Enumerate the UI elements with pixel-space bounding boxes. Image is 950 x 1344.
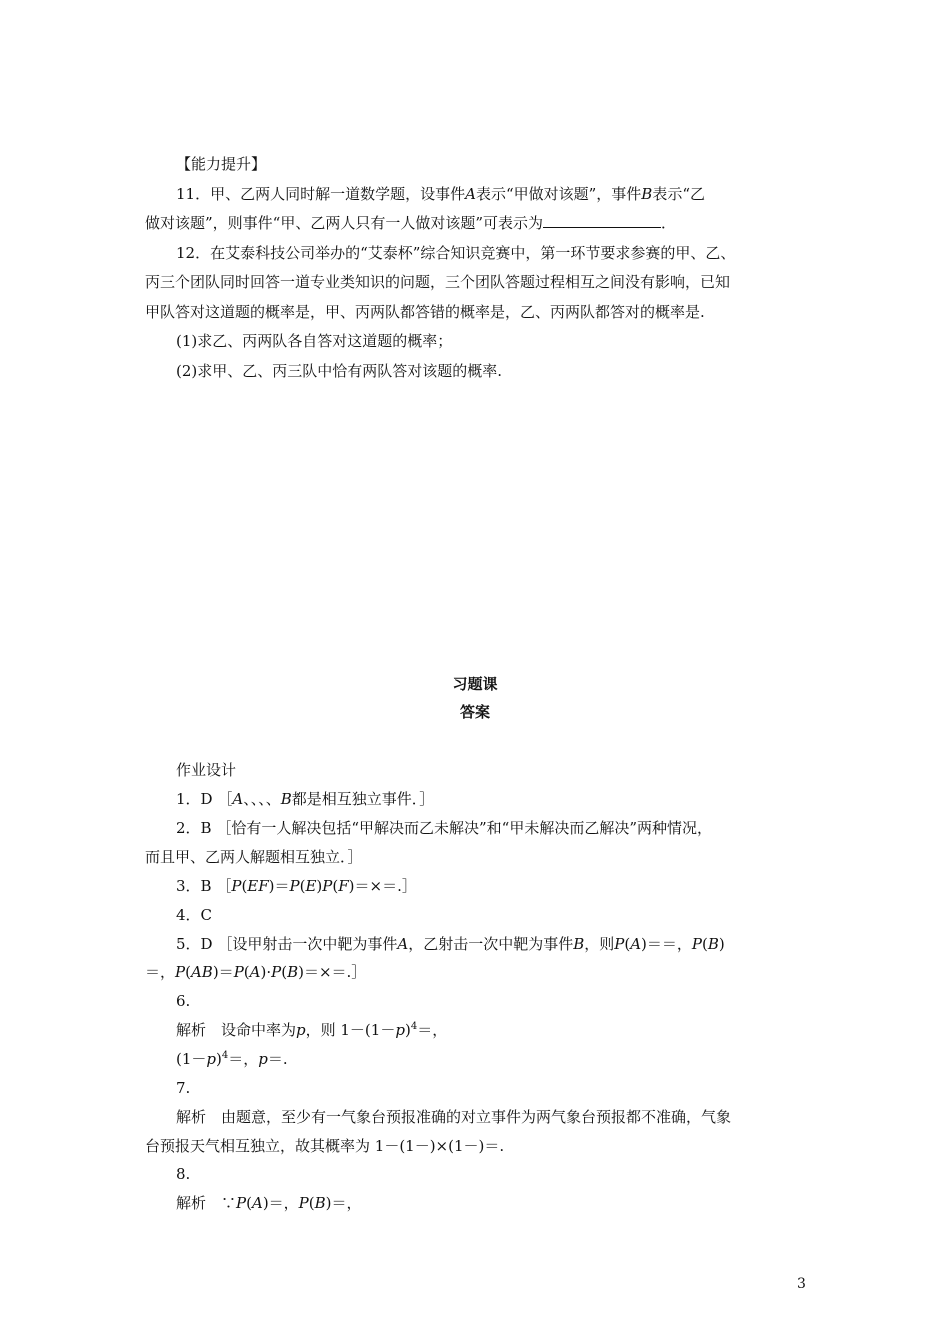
section-title: 习题课 — [452, 675, 498, 693]
answers-title: 答案 — [459, 703, 490, 721]
section-header: 【能力提升】 — [176, 155, 267, 173]
answer-3: 3．B ［P(EF)＝P(E)P(F)＝×＝.］ — [176, 877, 417, 895]
answer-6-line-1: 解析 设命中率为p，则 $1-(1-p)^4=$， — [176, 1021, 448, 1039]
answer-8-number: 8. — [176, 1165, 191, 1183]
answer-2-line-1: 2．B ［恰有一人解决包括“甲解决而乙未解决”和“甲未解决而乙解决”两种情况， — [176, 819, 713, 837]
answer-1: 1．D ［A、、、、B都是相互独立事件．］ — [176, 790, 435, 808]
answer-5-line-2: ＝，P(AB)＝P(A)·P(B)＝×＝.］ — [145, 963, 367, 981]
question-11-line-1: 11．甲、乙两人同时解一道数学题，设事件A表示“甲做对该题”，事件B表示“乙 — [176, 185, 705, 203]
answer-6-line-2: $(1-p)^4=$，p＝. — [176, 1050, 288, 1068]
question-12-sub-1: (1)求乙、丙两队各自答对这道题的概率； — [176, 332, 453, 350]
question-12-sub-2: (2)求甲、乙、丙三队中恰有两队答对该题的概率. — [176, 362, 503, 380]
question-12-line-3: 甲队答对这道题的概率是，甲、丙两队都答错的概率是，乙、丙两队都答对的概率是. — [145, 303, 705, 321]
question-11-line-2: 做对该题”，则事件“甲、乙两人只有一人做对该题”可表示为 ． — [145, 214, 677, 232]
answer-blank — [543, 213, 661, 228]
answer-8-line-1: 解析 ∵P(A)＝，P(B)＝， — [176, 1194, 362, 1212]
answer-7-line-1: 解析 由题意，至少有一气象台预报准确的对立事件为两气象台预报都不准确，气象 — [176, 1108, 732, 1126]
page-number: 3 — [797, 1276, 806, 1292]
answer-7-line-2: 台预报天气相互独立，故其概率为 1－(1－)×(1－)＝. — [145, 1137, 505, 1155]
answer-6-number: 6. — [176, 992, 191, 1010]
answers-heading: 作业设计 — [176, 761, 237, 779]
question-12-line-2: 丙三个团队同时回答一道专业类知识的问题，三个团队答题过程相互之间没有影响，已知 — [145, 273, 731, 291]
answer-5-line-1: 5．D ［设甲射击一次中靶为事件A，乙射击一次中靶为事件B，则P(A)＝＝，P(B) — [176, 935, 725, 953]
answer-2-line-2: 而且甲、乙两人解题相互独立．］ — [145, 848, 363, 866]
answer-4: 4．C — [176, 906, 213, 924]
question-12-line-1: 12．在艾泰科技公司举办的“艾泰杯”综合知识竞赛中，第一环节要求参赛的甲、乙、 — [176, 244, 736, 262]
answer-7-number: 7. — [176, 1079, 191, 1097]
